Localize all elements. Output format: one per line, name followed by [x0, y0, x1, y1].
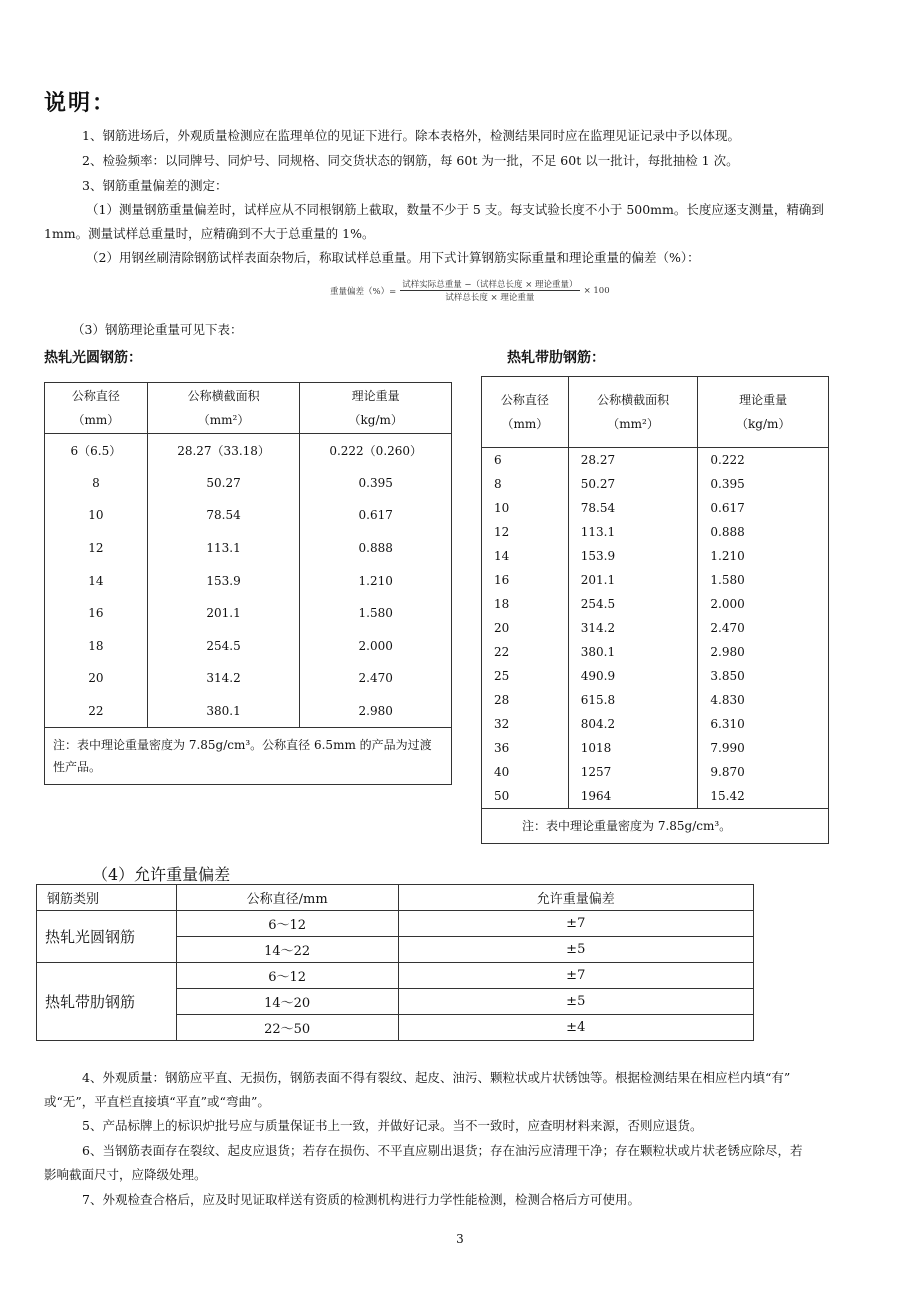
diameter-cell: 14 — [482, 544, 569, 568]
round-bar-table — [44, 382, 452, 785]
table-row — [45, 662, 452, 695]
table-row — [482, 712, 829, 736]
diameter-cell: 6（6.5） — [45, 434, 148, 467]
table-row — [45, 564, 452, 597]
diameter-cell: 10 — [482, 496, 569, 520]
header-category: 钢筋类别 — [37, 885, 177, 911]
diameter-cell: 32 — [482, 712, 569, 736]
header-diameter-range: 公称直径/mm — [176, 885, 398, 911]
diameter-range-cell: 14～22 — [176, 937, 398, 963]
table-row — [45, 532, 452, 565]
ribbed-bar-note: 注：表中理论重量密度为 7.85g/cm³。 — [482, 809, 829, 844]
diameter-cell: 40 — [482, 760, 569, 784]
area-cell: 804.2 — [568, 712, 698, 736]
area-cell: 1257 — [568, 760, 698, 784]
weight-cell: 0.888 — [300, 532, 452, 565]
area-cell: 78.54 — [568, 496, 698, 520]
diameter-cell: 50 — [482, 784, 569, 809]
weight-cell: 1.580 — [698, 568, 829, 592]
diameter-cell: 25 — [482, 664, 569, 688]
table-row — [37, 963, 754, 989]
paragraph-4-line1: 4、外观质量：钢筋应平直、无损伤，钢筋表面不得有裂纹、起皮、油污、颗粒状或片状锈蚀等。根据检测结果在相应栏内填“有” — [82, 1070, 791, 1085]
header-tolerance: 允许重量偏差 — [398, 885, 753, 911]
area-cell: 28.27（33.18） — [147, 434, 300, 467]
table-row — [482, 784, 829, 809]
table-row — [37, 911, 754, 937]
area-cell: 490.9 — [568, 664, 698, 688]
tolerance-cell: ±5 — [398, 937, 753, 963]
table-row — [482, 664, 829, 688]
diameter-cell: 36 — [482, 736, 569, 760]
diameter-cell: 20 — [482, 616, 569, 640]
weight-cell: 4.830 — [698, 688, 829, 712]
area-cell: 254.5 — [568, 592, 698, 616]
diameter-cell: 6 — [482, 448, 569, 473]
paragraph-3: 3、钢筋重量偏差的测定： — [82, 178, 228, 193]
table-header-row — [37, 885, 754, 911]
weight-cell: 1.210 — [300, 564, 452, 597]
table-row — [45, 597, 452, 630]
tolerance-cell: ±5 — [398, 989, 753, 1015]
weight-cell: 6.310 — [698, 712, 829, 736]
category-ribbed-bar: 热轧带肋钢筋 — [37, 963, 177, 1041]
area-cell: 28.27 — [568, 448, 698, 473]
paragraph-4-line2: 或“无”，平直栏直接填“平直”或“弯曲”。 — [44, 1094, 270, 1109]
header-diameter: 公称直径 （mm） — [45, 383, 148, 434]
area-cell: 380.1 — [568, 640, 698, 664]
diameter-cell: 8 — [45, 467, 148, 500]
table-row — [482, 544, 829, 568]
diameter-cell: 22 — [45, 695, 148, 728]
diameter-cell: 12 — [482, 520, 569, 544]
formula-numerator: 试样实际总重量 −（试样总长度 × 理论重量） — [402, 280, 578, 290]
weight-cell: 0.395 — [698, 472, 829, 496]
header-diameter: 公称直径 （mm） — [482, 377, 569, 448]
paragraph-3-1-line2: 1mm。测量试样总重量时，应精确到不大于总重量的 1%。 — [44, 226, 375, 241]
table-row — [482, 568, 829, 592]
paragraph-7: 7、外观检查合格后，应及时见证取样送有资质的检测机构进行力学性能检测，检测合格后方可使用。 — [82, 1192, 640, 1207]
area-cell: 50.27 — [568, 472, 698, 496]
weight-cell: 0.888 — [698, 520, 829, 544]
paragraph-3-3: （3）钢筋理论重量可见下表： — [72, 322, 243, 337]
area-cell: 615.8 — [568, 688, 698, 712]
weight-cell: 1.580 — [300, 597, 452, 630]
area-cell: 201.1 — [147, 597, 300, 630]
weight-cell: 2.000 — [300, 630, 452, 663]
area-cell: 153.9 — [568, 544, 698, 568]
weight-cell: 0.222 — [698, 448, 829, 473]
tolerance-title: （4）允许重量偏差 — [92, 865, 231, 884]
table-row — [482, 616, 829, 640]
weight-cell: 2.000 — [698, 592, 829, 616]
paragraph-5: 5、产品标牌上的标识炉批号应与质量保证书上一致，并做好记录。当不一致时，应查明材料来源，否则应退货。 — [82, 1118, 703, 1133]
area-cell: 113.1 — [147, 532, 300, 565]
round-bar-title: 热轧光圆钢筋： — [44, 350, 142, 366]
diameter-cell: 16 — [45, 597, 148, 630]
weight-cell: 2.470 — [300, 662, 452, 695]
paragraph-6-line1: 6、当钢筋表面存在裂纹、起皮应退货；若存在损伤、不平直应剔出退货；存在油污应清理干净；存在颗粒状或片状老锈应除尽，若 — [82, 1143, 803, 1158]
round-bar-note: 注：表中理论重量密度为 7.85g/cm³。公称直径 6.5mm 的产品为过渡性产品。 — [45, 728, 452, 785]
diameter-cell: 22 — [482, 640, 569, 664]
weight-cell: 2.980 — [698, 640, 829, 664]
diameter-range-cell: 6～12 — [176, 963, 398, 989]
diameter-cell: 16 — [482, 568, 569, 592]
diameter-cell: 14 — [45, 564, 148, 597]
area-cell: 1964 — [568, 784, 698, 809]
table-row — [482, 520, 829, 544]
page-number: 3 — [456, 1232, 464, 1246]
paragraph-3-1-line1: （1）测量钢筋重量偏差时，试样应从不同根钢筋上截取，数量不少于 5 支。每支试验长度不小于 500mm。长度应逐支测量，精确到 — [86, 202, 824, 217]
area-cell: 201.1 — [568, 568, 698, 592]
area-cell: 380.1 — [147, 695, 300, 728]
formula-fraction — [400, 278, 579, 303]
diameter-range-cell: 22～50 — [176, 1015, 398, 1041]
weight-cell: 0.617 — [300, 499, 452, 532]
weight-deviation-formula — [330, 278, 610, 303]
tolerance-table — [36, 884, 754, 1041]
ribbed-bar-table — [481, 376, 829, 844]
table-header-row — [482, 377, 829, 448]
formula-lhs: 重量偏差（%）= — [330, 286, 397, 297]
header-weight: 理论重量 （kg/m） — [698, 377, 829, 448]
weight-cell: 0.395 — [300, 467, 452, 500]
table-row — [482, 736, 829, 760]
category-round-bar: 热轧光圆钢筋 — [37, 911, 177, 963]
area-cell: 78.54 — [147, 499, 300, 532]
diameter-cell: 10 — [45, 499, 148, 532]
weight-cell: 2.470 — [698, 616, 829, 640]
page-heading: 说明： — [44, 90, 117, 116]
table-row — [482, 760, 829, 784]
paragraph-3-2: （2）用钢丝刷清除钢筋试样表面杂物后，称取试样总重量。用下式计算钢筋实际重量和理论重量的偏差（%）： — [86, 250, 700, 265]
diameter-cell: 18 — [482, 592, 569, 616]
table-header-row — [45, 383, 452, 434]
formula-factor: × 100 — [583, 285, 610, 296]
weight-cell: 7.990 — [698, 736, 829, 760]
table-note-row — [482, 809, 829, 844]
area-cell: 113.1 — [568, 520, 698, 544]
paragraph-2: 2、检验频率：以同牌号、同炉号、同规格、同交货状态的钢筋，每 60t 为一批，不足 60t 以一批计，每批抽检 1 次。 — [82, 153, 739, 168]
diameter-cell: 18 — [45, 630, 148, 663]
header-weight: 理论重量 （kg/m） — [300, 383, 452, 434]
area-cell: 50.27 — [147, 467, 300, 500]
weight-cell: 2.980 — [300, 695, 452, 728]
table-row — [45, 499, 452, 532]
paragraph-6-line2: 影响截面尺寸，应降级处理。 — [44, 1167, 207, 1182]
table-row — [45, 695, 452, 728]
tolerance-cell: ±4 — [398, 1015, 753, 1041]
table-row — [482, 640, 829, 664]
diameter-cell: 20 — [45, 662, 148, 695]
table-row — [45, 630, 452, 663]
table-row — [45, 434, 452, 467]
diameter-range-cell: 14～20 — [176, 989, 398, 1015]
weight-cell: 3.850 — [698, 664, 829, 688]
paragraph-1: 1、钢筋进场后，外观质量检测应在监理单位的见证下进行。除本表格外，检测结果同时应在监理见证记录中予以体现。 — [82, 128, 740, 143]
diameter-range-cell: 6～12 — [176, 911, 398, 937]
table-note-row — [45, 728, 452, 785]
area-cell: 1018 — [568, 736, 698, 760]
diameter-cell: 28 — [482, 688, 569, 712]
diameter-cell: 8 — [482, 472, 569, 496]
weight-cell: 1.210 — [698, 544, 829, 568]
table-row — [482, 496, 829, 520]
table-row — [482, 688, 829, 712]
weight-cell: 0.222（0.260） — [300, 434, 452, 467]
tolerance-cell: ±7 — [398, 963, 753, 989]
weight-cell: 15.42 — [698, 784, 829, 809]
table-row — [45, 467, 452, 500]
area-cell: 314.2 — [568, 616, 698, 640]
header-area: 公称横截面积 （mm²） — [568, 377, 698, 448]
header-area: 公称横截面积 （mm²） — [147, 383, 300, 434]
weight-cell: 0.617 — [698, 496, 829, 520]
area-cell: 254.5 — [147, 630, 300, 663]
area-cell: 314.2 — [147, 662, 300, 695]
diameter-cell: 12 — [45, 532, 148, 565]
tolerance-cell: ±7 — [398, 911, 753, 937]
weight-cell: 9.870 — [698, 760, 829, 784]
table-row — [482, 448, 829, 473]
formula-denominator: 试样总长度 × 理论重量 — [445, 293, 535, 303]
table-row — [482, 472, 829, 496]
area-cell: 153.9 — [147, 564, 300, 597]
ribbed-bar-title: 热轧带肋钢筋： — [507, 350, 605, 366]
table-row — [482, 592, 829, 616]
